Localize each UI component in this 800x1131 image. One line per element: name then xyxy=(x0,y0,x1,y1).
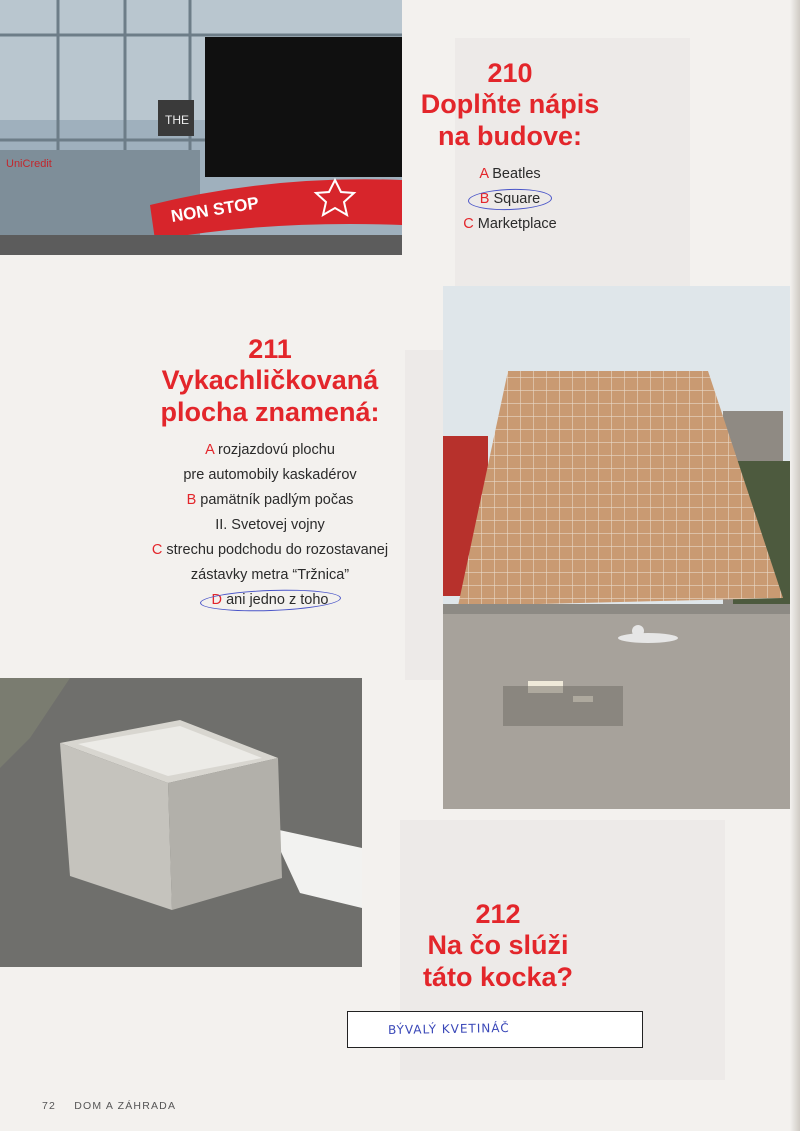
option-a[interactable]: A Beatles xyxy=(479,166,541,182)
option-b[interactable]: B Square xyxy=(410,187,610,212)
option-a[interactable]: A rozjazdovú plochu xyxy=(205,442,335,458)
option-b-continued: II. Svetovej vojny xyxy=(215,517,325,533)
question-number: 210 xyxy=(487,58,533,88)
answer-field[interactable] xyxy=(347,1011,643,1048)
handwritten-answer: BÝVALÝ KVETINÁČ xyxy=(387,1020,510,1038)
options-list xyxy=(410,162,610,237)
page-footer xyxy=(42,1100,190,1112)
question-title-line: Doplňte nápis xyxy=(420,89,600,119)
bank-sign-text: UniCredit xyxy=(6,158,52,170)
page-edge xyxy=(790,0,800,1131)
option-b[interactable]: B pamätník padlým počas xyxy=(186,492,354,508)
building-photo xyxy=(0,0,402,255)
magazine-name: DOM A ZÁHRADA xyxy=(74,1100,177,1112)
question-212 xyxy=(398,899,598,993)
concrete-cube-photo xyxy=(0,678,362,967)
question-number: 211 xyxy=(248,334,292,364)
nonstop-sign-text: NON STOP xyxy=(169,193,261,226)
page-number: 72 xyxy=(42,1100,57,1112)
question-title-line: Na čo slúži xyxy=(427,930,569,960)
tiled-surface-photo xyxy=(443,286,795,809)
option-c-continued: zástavky metra “Tržnica” xyxy=(190,567,350,583)
options-list xyxy=(140,438,400,613)
option-c[interactable]: C Marketplace xyxy=(463,216,557,232)
option-a-continued: pre automobily kaskadérov xyxy=(183,467,357,483)
question-title-line: Vykachličkovaná xyxy=(161,365,379,395)
question-number: 212 xyxy=(475,899,521,929)
question-title-line: na budove: xyxy=(437,121,582,151)
question-title-line: táto kocka? xyxy=(422,962,574,992)
question-211 xyxy=(140,334,400,613)
question-title-line: plocha znamená: xyxy=(160,397,380,427)
building-logo-text: THE xyxy=(165,113,189,127)
question-210 xyxy=(410,58,610,237)
option-d[interactable]: D ani jedno z toho xyxy=(140,588,400,613)
option-c[interactable]: C strechu podchodu do rozostavanej xyxy=(151,542,389,558)
